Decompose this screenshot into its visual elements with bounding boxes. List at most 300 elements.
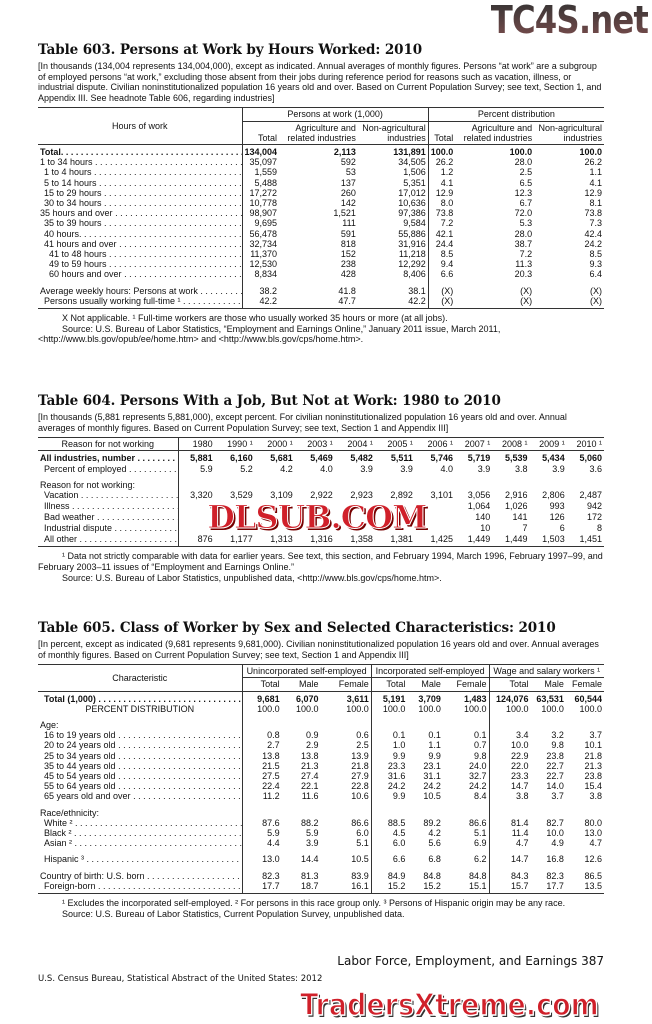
table-cell: 12.9	[428, 188, 455, 198]
table-cell: 1,521	[333, 208, 356, 219]
table-cell: 100.0	[464, 703, 487, 714]
table-cell: 592	[340, 157, 356, 168]
table-cell: 3.9	[360, 463, 373, 474]
table-cell: 1,503	[542, 534, 565, 545]
table-cell: 7.2	[428, 218, 455, 228]
table-row	[38, 296, 604, 309]
table-cell: 4.7	[589, 838, 602, 849]
table-row	[38, 464, 604, 474]
table-cell: 6.0	[356, 828, 369, 839]
table-cell	[371, 714, 407, 730]
row-label	[38, 451, 178, 464]
table-cell: 6.6	[371, 848, 407, 864]
table-cell: 13.8	[301, 750, 319, 761]
chapter-page-footer: Labor Force, Employment, and Earnings 387	[337, 954, 604, 968]
row-label	[38, 490, 178, 500]
table-cell: 28.0	[514, 228, 533, 239]
row-label-text: 40 hours. . . .	[44, 229, 242, 239]
row-label	[38, 740, 242, 750]
table-cell: 9.3	[589, 259, 602, 270]
table-cell: 591	[340, 228, 356, 239]
table-cell: 72.0	[514, 208, 533, 219]
row-label	[38, 259, 242, 269]
table-cell: 38.2	[242, 280, 279, 296]
row-label-text: 41 hours and over . . .	[44, 239, 242, 249]
row-label-text: Country of birth: U.S. born . . .	[40, 871, 242, 881]
table-cell: 100.0	[579, 146, 602, 157]
table-cell: 8.4	[474, 791, 487, 802]
table-cell	[321, 714, 372, 730]
stub-header: Reason for not working	[38, 438, 178, 451]
table-cell: 3.8	[514, 463, 528, 474]
table-cell	[492, 474, 529, 490]
table-cell: 11,218	[398, 249, 426, 260]
row-label-text: 5 to 14 hours . . .	[44, 178, 242, 188]
table-cell: 86.5	[584, 870, 602, 881]
table-cell: 5,746	[430, 453, 453, 464]
row-label	[38, 500, 178, 511]
table-cell: 31,916	[398, 238, 426, 249]
table-cell: 1,316	[310, 534, 333, 545]
row-label	[38, 714, 242, 730]
row-label	[38, 464, 178, 474]
source-note: Source: U.S. Bureau of Labor Statistics, “Employment and Earnings Online,” January 2011 issue, March 2011, <http://www.bls.gov/opub/ee/home.htm> and <http://www.bls.gov/cps/home.htm>.	[38, 323, 501, 345]
table-cell: 2,806	[542, 490, 565, 500]
table-cell: 16.8	[546, 854, 564, 865]
table-row	[38, 474, 604, 490]
table-cell: 5.2	[240, 463, 253, 474]
table-cell: 4.0	[440, 463, 453, 474]
row-label	[38, 512, 178, 523]
table-cell: 24.4	[428, 239, 455, 249]
table-row	[38, 791, 604, 801]
table-cell: 34,505	[398, 157, 426, 168]
table-cell	[255, 474, 295, 490]
column-header: Total	[428, 121, 455, 144]
table-row	[38, 838, 604, 848]
table-603-title: Table 603. Persons at Work by Hours Worked: 2010	[38, 42, 423, 58]
table-cell: 88.5	[371, 818, 407, 828]
table-cell: 2,916	[504, 490, 528, 500]
table-cell: 3,101	[430, 490, 453, 500]
group-header: Wage and salary workers ¹	[489, 665, 604, 678]
table-cell: 142	[340, 198, 356, 208]
table-row	[38, 178, 604, 188]
column-header: Total	[242, 121, 279, 144]
column-header: Male	[407, 678, 442, 691]
table-cell	[566, 802, 604, 818]
table-cell: 1,506	[403, 167, 426, 178]
table-cell: 22.7	[546, 760, 564, 771]
table-cell: 13.0	[242, 848, 282, 864]
table-cell: 8.5	[428, 249, 455, 259]
table-cell: 818	[340, 238, 356, 249]
table-cell: 2,113	[333, 146, 356, 157]
table-cell: 8,406	[403, 269, 426, 280]
table-603-footnotes	[38, 313, 604, 345]
table-cell: 13.9	[351, 750, 369, 761]
table-cell: 73.8	[428, 208, 455, 218]
table-row	[38, 451, 604, 464]
table-cell: (X)	[590, 295, 602, 306]
table-cell: 0.6	[356, 730, 369, 741]
table-cell: 83.9	[351, 870, 369, 881]
table-cell: 5,469	[310, 453, 333, 464]
table-row	[38, 259, 604, 269]
table-604-section	[38, 393, 604, 583]
table-row	[38, 740, 604, 750]
table-cell: 18.7	[301, 880, 319, 891]
table-cell: 35,097	[242, 157, 279, 167]
table-cell: 84.8	[469, 870, 487, 881]
table-cell	[415, 474, 455, 490]
group-header: Percent distribution	[428, 108, 604, 121]
table-cell: 27.4	[301, 771, 319, 782]
table-cell: 6.8	[428, 854, 441, 865]
table-cell: 84.8	[423, 870, 441, 881]
row-label-text: 25 to 34 years old . . .	[44, 751, 242, 761]
table-cell: 38.7	[514, 238, 533, 249]
table-cell: 12.9	[584, 187, 602, 198]
row-label-text: Bad weather . . .	[44, 512, 178, 522]
watermark-cell	[178, 500, 455, 534]
table-row	[38, 761, 604, 771]
table-row	[38, 751, 604, 761]
row-label	[38, 269, 242, 279]
column-header: Agriculture and related industries	[279, 121, 358, 144]
table-cell: 5.6	[428, 838, 441, 849]
table-cell: 10.5	[351, 854, 369, 865]
table-cell: 9.4	[428, 259, 455, 269]
table-cell: 56,478	[242, 229, 279, 239]
table-cell	[489, 802, 530, 818]
table-cell: 6.9	[474, 838, 487, 849]
table-cell	[531, 714, 566, 730]
column-header: Female	[443, 678, 489, 691]
table-cell: 6.2	[474, 854, 487, 865]
table-cell	[282, 714, 321, 730]
table-cell: 1,358	[350, 534, 373, 545]
table-row	[38, 534, 604, 547]
table-cell: 86.6	[469, 817, 487, 828]
table-row	[38, 249, 604, 259]
table-row	[38, 714, 604, 730]
table-cell: 17.7	[546, 880, 564, 891]
table-cell: 81.4	[489, 818, 530, 828]
column-header: 2004 ¹	[335, 438, 375, 451]
table-cell: 9,695	[242, 218, 279, 228]
table-cell	[215, 474, 255, 490]
table-cell: 24.2	[423, 781, 441, 792]
table-cell: 4.7	[489, 838, 530, 848]
table-cell: 11,370	[242, 249, 279, 259]
table-cell: 15.4	[584, 781, 602, 792]
table-cell: 11.6	[301, 791, 319, 802]
row-label	[38, 249, 242, 259]
row-label-text: 1 to 34 hours . . .	[40, 157, 242, 167]
table-cell: 60,544	[574, 693, 602, 704]
source-note: Source: U.S. Bureau of Labor Statistics, unpublished data, <http://www.bls.gov/cps/home.htm>.	[62, 572, 442, 583]
table-cell: 15.1	[469, 880, 487, 891]
table-604	[38, 437, 604, 547]
table-cell: 4.4	[242, 838, 282, 848]
table-cell: 8,834	[242, 269, 279, 279]
row-label-text: Asian ² . . .	[44, 838, 242, 848]
table-cell: 428	[340, 269, 356, 280]
column-header: Agriculture and related industries	[455, 121, 534, 144]
table-cell: 84.9	[371, 865, 407, 881]
table-cell: 3.9	[477, 463, 491, 474]
table-cell	[335, 474, 375, 490]
table-cell: 12,292	[398, 259, 426, 270]
row-label	[38, 781, 242, 791]
table-row	[38, 500, 604, 511]
table-cell: 6,070	[296, 693, 319, 704]
table-cell: 22.7	[546, 771, 564, 782]
row-label-text: Race/ethnicity:	[40, 807, 100, 818]
table-cell	[282, 802, 321, 818]
table-cell: 3.4	[489, 730, 530, 740]
table-cell: 8	[596, 523, 602, 534]
table-cell: 4.1	[428, 178, 455, 188]
row-label-text: 35 to 44 years old . . .	[44, 761, 242, 771]
row-label	[38, 838, 242, 848]
table-row	[38, 239, 604, 249]
column-header: 2008 ¹	[492, 438, 529, 451]
table-cell: 13.0	[584, 828, 602, 839]
table-cell: 31.6	[371, 771, 407, 781]
row-label	[38, 474, 178, 490]
table-605-title: Table 605. Class of Worker by Sex and Selected Characteristics: 2010	[38, 620, 556, 636]
table-row	[38, 198, 604, 208]
table-cell: 5,434	[542, 453, 565, 464]
publication-footer: U.S. Census Bureau, Statistical Abstract of the United States: 2012	[38, 974, 323, 984]
table-cell: 9.8	[474, 750, 487, 761]
table-cell: 21.8	[351, 760, 369, 771]
table-cell: 3.9	[306, 838, 319, 849]
table-cell: 5,881	[178, 451, 215, 464]
column-header: Female	[321, 678, 372, 691]
group-header: Incorporated self-employed	[371, 665, 489, 678]
table-cell: 0.8	[242, 730, 282, 740]
table-cell: 22.9	[489, 751, 530, 761]
table-cell: 17,012	[398, 187, 426, 198]
row-label-text: All other . . .	[44, 534, 178, 544]
table-cell: 140	[475, 512, 491, 523]
table-cell: 5,539	[504, 453, 528, 464]
table-cell: 1,313	[270, 534, 293, 545]
table-cell: 3,611	[346, 693, 369, 704]
table-cell: 14.0	[546, 781, 564, 792]
table-cell: 2.5	[356, 740, 369, 751]
table-cell: 23.3	[371, 761, 407, 771]
table-cell: 10.1	[584, 740, 602, 751]
row-label-text: Percent of employed . . .	[44, 464, 178, 474]
table-cell: 5.3	[519, 218, 533, 229]
table-cell: 3,320	[178, 490, 215, 500]
row-label	[38, 802, 242, 818]
table-cell: 16.1	[351, 880, 369, 891]
table-cell: 1,026	[504, 500, 528, 511]
table-cell: 9.9	[371, 751, 407, 761]
row-label-text: PERCENT DISTRIBUTION	[85, 703, 195, 714]
table-cell: 10.0	[489, 740, 530, 750]
row-label	[38, 208, 242, 218]
watermark-tc4s: TC4S.net	[490, 0, 648, 42]
row-label-text: Black ² . . .	[44, 828, 242, 838]
table-cell: 10.6	[351, 791, 369, 802]
table-cell	[321, 802, 372, 818]
column-header: 1990 ¹	[215, 438, 255, 451]
table-row	[38, 280, 604, 296]
table-cell: 100.0	[296, 703, 319, 714]
table-604-headnote: [In thousands (5,881 represents 5,881,000), except percent. For civilian noninstitutionalized population 16 years old and over. Annual averages of monthly figures. Based on Current Population Survey; see text, Section 1 and Appendix III]	[38, 412, 567, 433]
table-cell: 137	[340, 177, 356, 188]
column-header: Male	[531, 678, 566, 691]
table-row	[38, 157, 604, 167]
table-cell: 1.0	[371, 740, 407, 750]
table-cell: 27.9	[351, 771, 369, 782]
table-row	[38, 490, 604, 500]
table-cell: 7	[522, 523, 528, 534]
row-label	[38, 791, 242, 801]
table-cell: 6.0	[371, 838, 407, 848]
column-header: Non-agricultural industries	[534, 121, 604, 144]
table-cell: 1,559	[242, 167, 279, 177]
table-cell: 100.0	[346, 703, 369, 714]
table-cell: 100.0	[579, 703, 602, 714]
row-label-text: White ² . . .	[44, 818, 242, 828]
table-cell: 6,160	[230, 453, 253, 464]
table-603	[38, 107, 604, 309]
table-cell	[529, 474, 566, 490]
column-header: Male	[282, 678, 321, 691]
table-cell: 0.1	[371, 730, 407, 740]
table-row	[38, 167, 604, 177]
table-cell: 6.7	[519, 198, 533, 208]
row-label	[38, 761, 242, 771]
table-cell: 2.5	[519, 167, 533, 178]
table-row	[38, 144, 604, 157]
row-label	[38, 848, 242, 864]
table-cell: 2,923	[350, 490, 373, 500]
row-label-text: Reason for not working:	[40, 479, 136, 490]
table-cell: 9.9	[371, 791, 407, 801]
table-cell: 12.6	[584, 854, 602, 865]
table-row	[38, 781, 604, 791]
table-cell: 73.8	[584, 208, 602, 219]
table-cell: 1,451	[579, 534, 602, 545]
table-cell: 2.7	[242, 740, 282, 750]
group-header: Persons at work (1,000)	[242, 108, 428, 121]
table-cell: 5,488	[242, 178, 279, 188]
column-header: 2007 ¹	[455, 438, 492, 451]
table-row	[38, 188, 604, 198]
table-cell: 5,482	[350, 453, 373, 464]
table-cell: 3.9	[400, 463, 413, 474]
table-cell: 23.1	[423, 760, 441, 771]
table-cell: 82.3	[546, 870, 564, 881]
watermark-dlsub: DLSUB.COM	[207, 500, 427, 535]
table-cell: 15.7	[489, 881, 530, 894]
table-cell: 1,483	[464, 693, 487, 704]
table-cell: 4.2	[280, 463, 293, 474]
row-label-text: All industries, number . . .	[40, 453, 178, 463]
table-cell: 21.3	[301, 760, 319, 771]
table-cell: 8.1	[589, 198, 602, 208]
table-cell: 5,719	[467, 453, 491, 464]
table-cell: 5.1	[474, 828, 487, 839]
table-row	[38, 818, 604, 828]
table-cell: 3.9	[552, 463, 565, 474]
table-cell: 3,056	[467, 490, 491, 500]
table-cell	[455, 474, 492, 490]
table-row	[38, 730, 604, 740]
row-label-text: 49 to 59 hours . . .	[49, 259, 242, 269]
table-cell: 14.7	[489, 848, 530, 864]
table-cell: 21.5	[242, 761, 282, 771]
table-cell: 993	[549, 500, 565, 511]
table-cell: 23.8	[584, 771, 602, 782]
table-cell	[242, 714, 282, 730]
stub-header: Characteristic	[38, 665, 242, 691]
table-cell: 22.0	[489, 761, 530, 771]
table-row	[38, 771, 604, 781]
table-cell: 63,531	[536, 693, 564, 704]
row-label	[38, 691, 242, 704]
table-cell: 11.3	[515, 259, 533, 270]
footnote: X Not applicable. ¹ Full-time workers are those who usually worked 35 hours or more (at all jobs).	[62, 313, 448, 324]
table-cell: 21.3	[584, 760, 602, 771]
table-cell: 124,076	[489, 691, 530, 704]
column-header: 1980	[178, 438, 215, 451]
row-label	[38, 865, 242, 881]
table-cell: 1,064	[467, 500, 491, 511]
table-cell: 15.2	[423, 880, 441, 891]
table-cell: 0.9	[306, 730, 319, 741]
table-cell: 14.4	[301, 854, 319, 865]
table-cell: 5.1	[356, 838, 369, 849]
table-cell: 3,709	[418, 693, 441, 704]
row-label-text: Industrial dispute . . .	[44, 523, 178, 533]
table-cell: 7.2	[519, 249, 533, 260]
table-cell: 5.9	[242, 828, 282, 838]
table-cell: 8.5	[589, 249, 602, 260]
table-cell: 3,529	[230, 490, 253, 500]
row-label-text: 16 to 19 years old . . .	[44, 730, 242, 740]
table-cell: 1,381	[390, 534, 413, 545]
table-cell: 876	[178, 534, 215, 547]
table-605-footnotes	[38, 898, 604, 919]
table-cell: 172	[586, 512, 602, 523]
table-cell: 11.2	[242, 791, 282, 801]
table-body	[38, 451, 604, 547]
row-label-text: Vacation . . .	[44, 490, 178, 500]
table-cell: 1,449	[504, 534, 528, 545]
table-cell: 1.2	[428, 167, 455, 177]
table-cell: 1.1	[589, 167, 602, 178]
table-row	[38, 269, 604, 279]
table-cell: 87.6	[242, 818, 282, 828]
table-cell: 100.0	[418, 703, 441, 714]
table-cell: 3.7	[551, 791, 564, 802]
table-cell: 10.0	[546, 828, 564, 839]
column-header: 2003 ¹	[295, 438, 335, 451]
watermark-tradersxtreme: TradersXtreme.com	[300, 988, 599, 1023]
table-row	[38, 218, 604, 228]
table-cell	[443, 714, 489, 730]
table-cell: 53	[345, 167, 356, 178]
